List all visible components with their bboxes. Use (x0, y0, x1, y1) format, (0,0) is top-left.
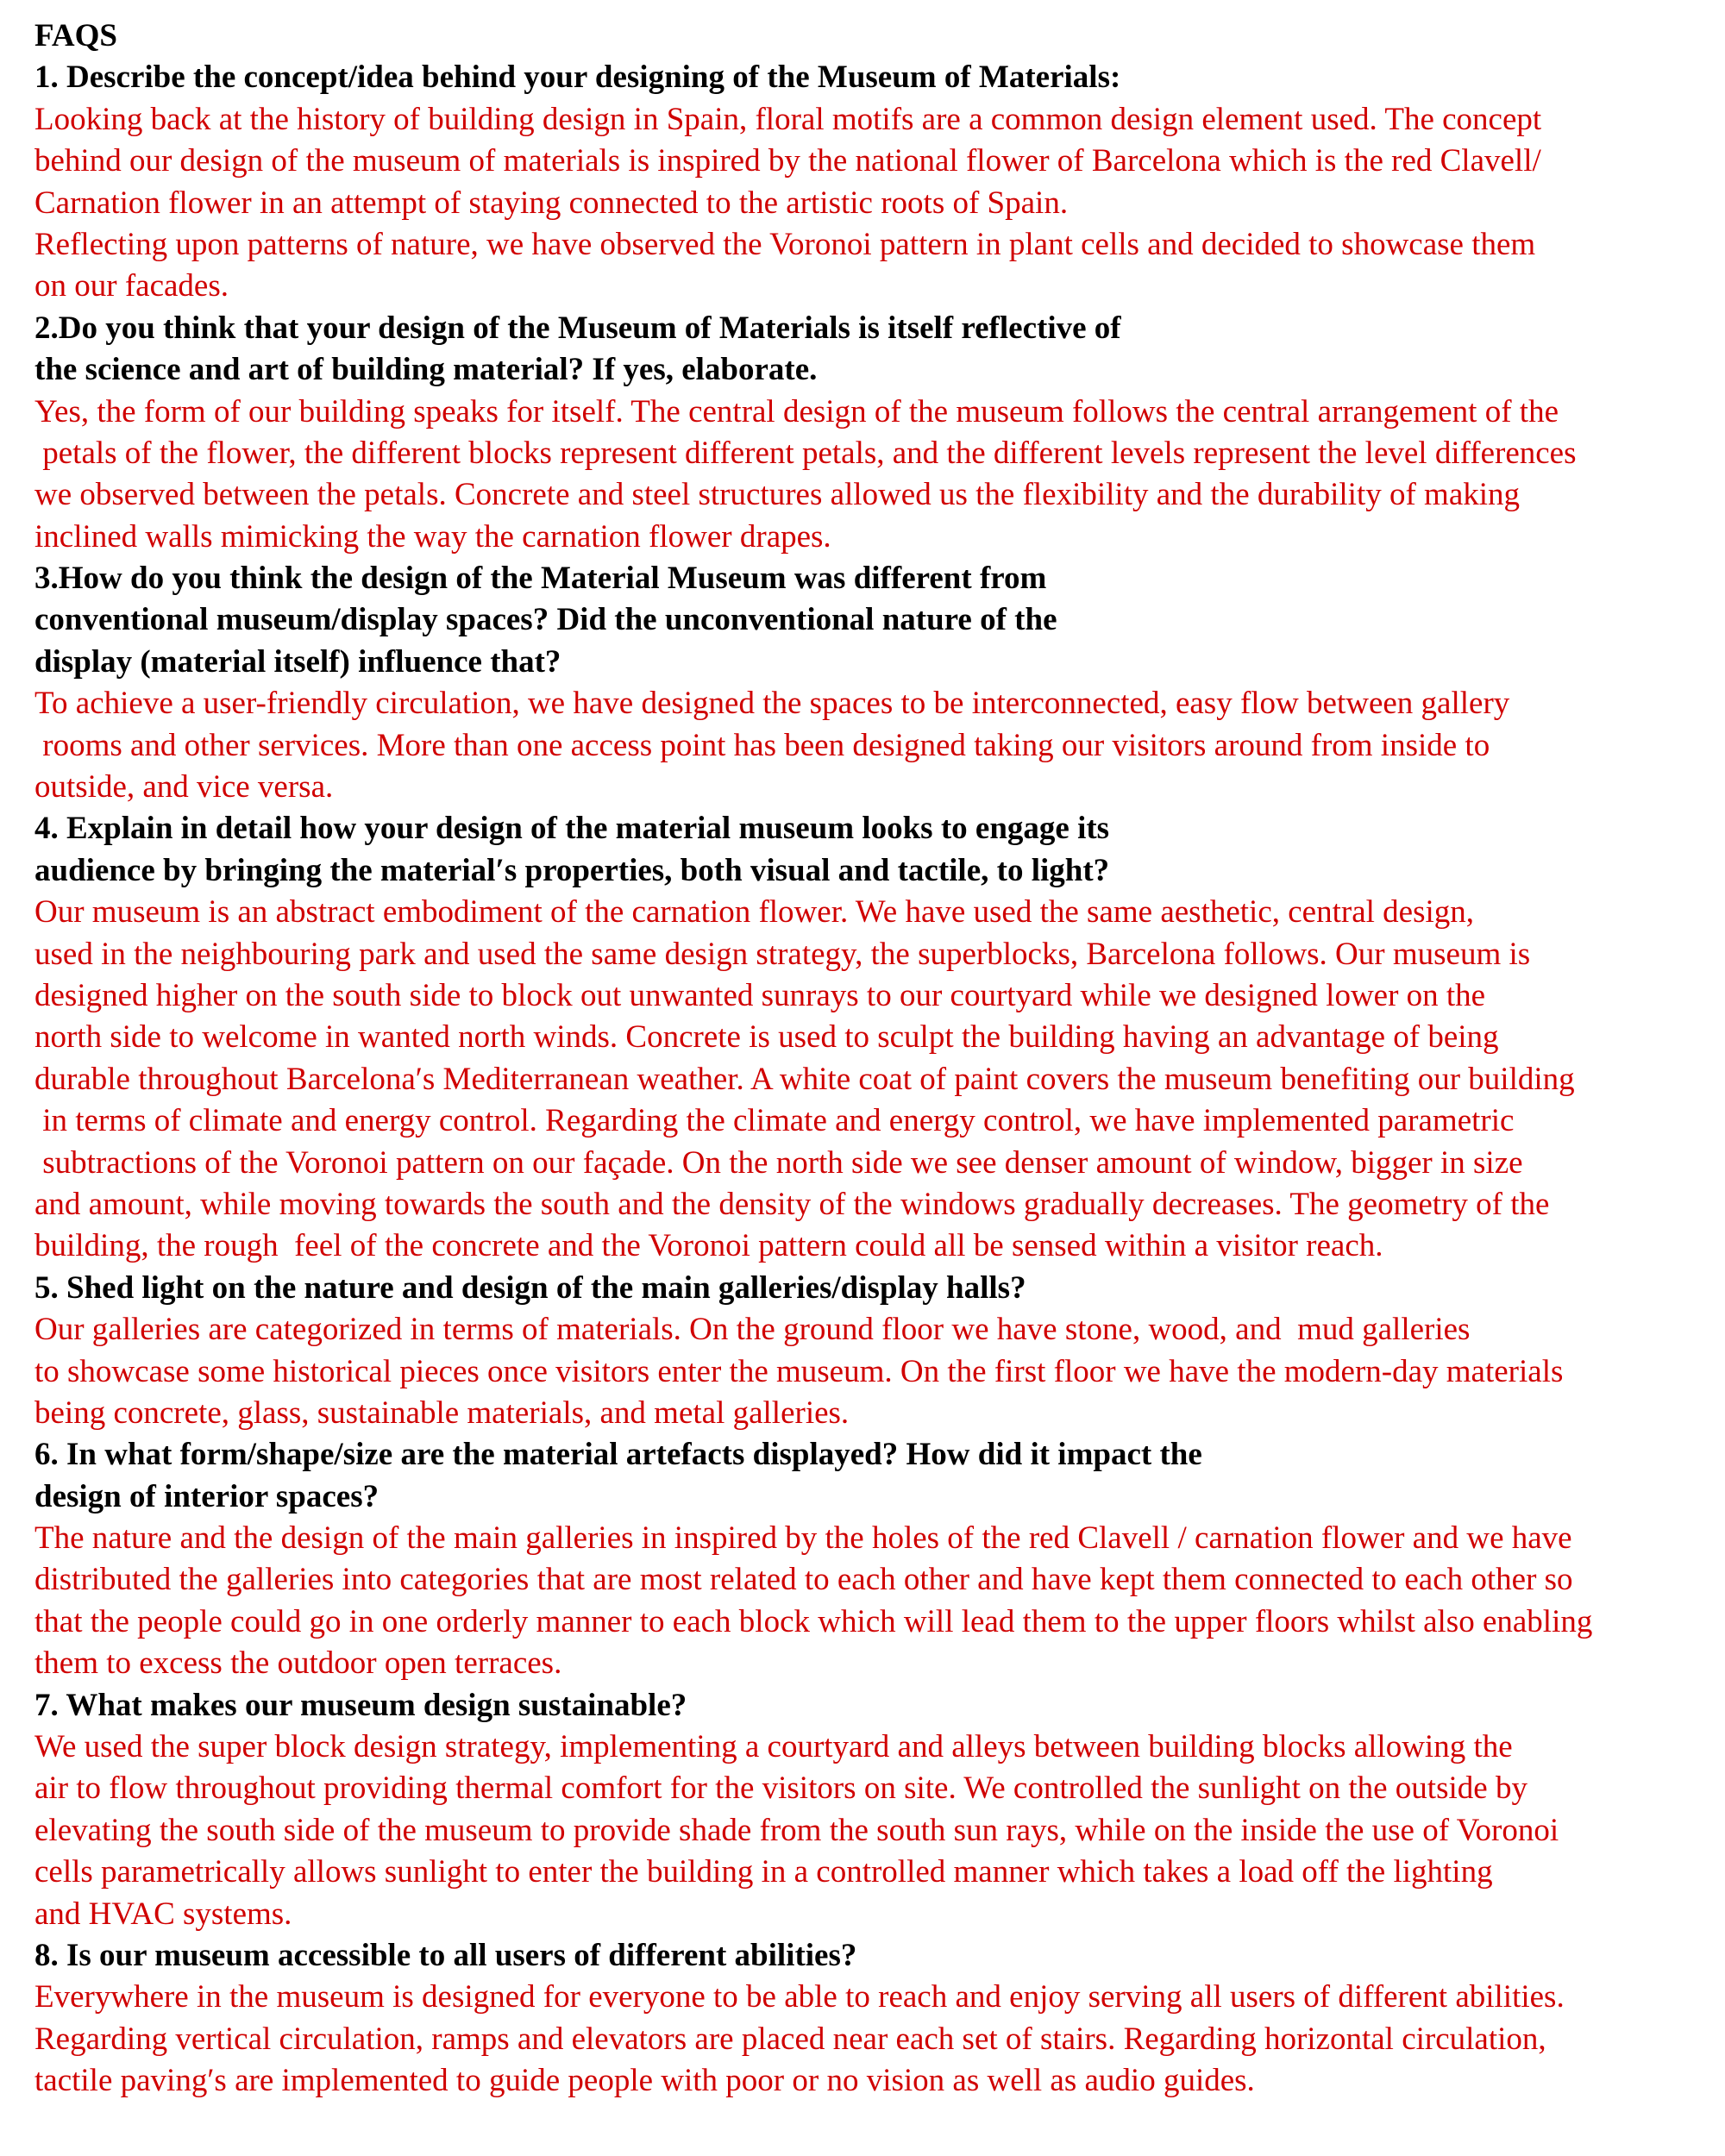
faq-question-line: 8. Is our museum accessible to all users of different abilities? (34, 1937, 857, 1973)
faq-question-line: 1. Describe the concept/idea behind your designing of the Museum of Materials: (34, 60, 1121, 96)
faq-answer-line: Regarding vertical circulation, ramps and elevators are placed near each set of stairs. Regarding horizontal circulation, (34, 2021, 1546, 2057)
faq-item (34, 57, 1725, 307)
faq-answer-line: distributed the galleries into categories that are most related to each other and have kept them connected to each other so (34, 1562, 1573, 1598)
faq-answer-line: Looking back at the history of building design in Spain, floral motifs are a common design element used. The concept (34, 101, 1542, 137)
faq-question-line: 3.How do you think the design of the Material Museum was different from (34, 561, 1047, 597)
faq-answer-line: petals of the flower, the different blocks represent different petals, and the different levels represent the level differences (34, 435, 1577, 471)
faq-answer-line: subtractions of the Voronoi pattern on our façade. On the north side we see denser amount of window, bigger in size (34, 1144, 1523, 1181)
faq-answer-line: behind our design of the museum of materials is inspired by the national flower of Barcelona which is the red Clavell/ (34, 143, 1541, 179)
faq-item (34, 808, 1725, 1267)
faq-question-line: 7. What makes our museum design sustainable? (34, 1687, 687, 1723)
faq-answer-line: north side to welcome in wanted north winds. Concrete is used to sculpt the building having an advantage of being (34, 1019, 1499, 1056)
faq-question-line: 6. In what form/shape/size are the material artefacts displayed? How did it impact the (34, 1437, 1202, 1473)
faq-answer-line: building, the rough feel of the concrete and the Voronoi pattern could all be sensed within a visitor reach. (34, 1228, 1383, 1264)
faq-question-line: 4. Explain in detail how your design of the material museum looks to engage its (34, 811, 1110, 847)
faq-answer-line: them to excess the outdoor open terraces. (34, 1645, 562, 1682)
faq-question-line: 5. Shed light on the nature and design of the main galleries/display halls? (34, 1269, 1026, 1306)
faq-item (34, 308, 1725, 558)
faq-answer-line: we observed between the petals. Concrete and steel structures allowed us the flexibility and the durability of making (34, 477, 1521, 513)
faq-question-line: conventional museum/display spaces? Did the unconventional nature of the (34, 602, 1057, 638)
faq-answer-line: Yes, the form of our building speaks for itself. The central design of the museum follows the central arrangement of the (34, 393, 1559, 429)
faq-answer-line: air to flow throughout providing thermal comfort for the visitors on site. We controlled the sunlight on the outside by (34, 1771, 1527, 1807)
faq-answer-line: Our galleries are categorized in terms of materials. On the ground floor we have stone, wood, and mud galleries (34, 1312, 1471, 1348)
faq-answer-line: designed higher on the south side to block out unwanted sunrays to our courtyard while we designed lower on the (34, 977, 1486, 1013)
faq-answer-line: The nature and the design of the main galleries in inspired by the holes of the red Clavell / carnation flower and we have (34, 1520, 1572, 1557)
faq-answer-line: We used the super block design strategy, implementing a courtyard and alleys between building blocks allowing the (34, 1729, 1513, 1765)
faq-question-line: design of interior spaces? (34, 1478, 380, 1514)
faq-question-line: display (material itself) influence that? (34, 643, 561, 680)
faq-item (34, 558, 1725, 808)
page-title: FAQS (34, 18, 117, 53)
faq-question-line: 2.Do you think that your design of the Museum of Materials is itself reflective of (34, 310, 1121, 346)
faq-answer-line: being concrete, glass, sustainable materials, and metal galleries. (34, 1395, 850, 1431)
faq-answer-line: To achieve a user-friendly circulation, we have designed the spaces to be interconnected, easy flow between gallery (34, 686, 1510, 722)
faq-item (34, 1685, 1725, 1935)
faq-answer-line: rooms and other services. More than one access point has been designed taking our visitors around from inside to (34, 727, 1490, 763)
faq-answer-line: Everywhere in the museum is designed for everyone to be able to reach and enjoy serving all users of different abilities. (34, 1979, 1565, 2015)
faq-answer-line: to showcase some historical pieces once visitors enter the museum. On the first floor we have the modern-day materials (34, 1353, 1564, 1389)
faq-answer-line: elevating the south side of the museum to provide shade from the south sun rays, while on the inside the use of Voronoi (34, 1812, 1559, 1848)
faq-answer-line: outside, and vice versa. (34, 769, 334, 805)
faq-list (34, 57, 1725, 2102)
faq-answer-line: Carnation flower in an attempt of staying connected to the artistic roots of Spain. (34, 185, 1069, 221)
faq-answer-line: and HVAC systems. (34, 1896, 292, 1932)
faq-answer-line: durable throughout Barcelona′s Mediterranean weather. A white coat of paint covers the museum benefiting our building (34, 1061, 1575, 1097)
faq-item (34, 1268, 1725, 1435)
faq-answer-line: inclined walls mimicking the way the carnation flower drapes. (34, 518, 831, 555)
faq-answer-line: cells parametrically allows sunlight to enter the building in a controlled manner which takes a load off the lighting (34, 1854, 1493, 1890)
faq-answer-line: that the people could go in one orderly manner to each block which will lead them to the upper floors whilst also enabling (34, 1603, 1593, 1639)
faq-answer-line: in terms of climate and energy control. Regarding the climate and energy control, we have implemented parametric (34, 1103, 1515, 1139)
faq-answer-line: Reflecting upon patterns of nature, we have observed the Voronoi pattern in plant cells and decided to showcase them (34, 226, 1536, 262)
faq-item (34, 1935, 1725, 2103)
faq-answer-line: Our museum is an abstract embodiment of the carnation flower. We have used the same aesthetic, central design, (34, 894, 1475, 931)
faq-item (34, 1434, 1725, 1684)
faq-question-line: audience by bringing the material′s properties, both visual and tactile, to light? (34, 852, 1110, 888)
faq-document (34, 16, 1725, 2103)
faq-answer-line: and amount, while moving towards the south and the density of the windows gradually decreases. The geometry of the (34, 1186, 1550, 1222)
faq-question-line: the science and art of building material? If yes, elaborate. (34, 352, 818, 388)
faq-answer-line: tactile paving′s are implemented to guide people with poor or no vision as well as audio guides. (34, 2063, 1255, 2099)
faq-answer-line: on our facades. (34, 268, 229, 304)
faq-answer-line: used in the neighbouring park and used the same design strategy, the superblocks, Barcelona follows. Our museum is (34, 936, 1531, 972)
